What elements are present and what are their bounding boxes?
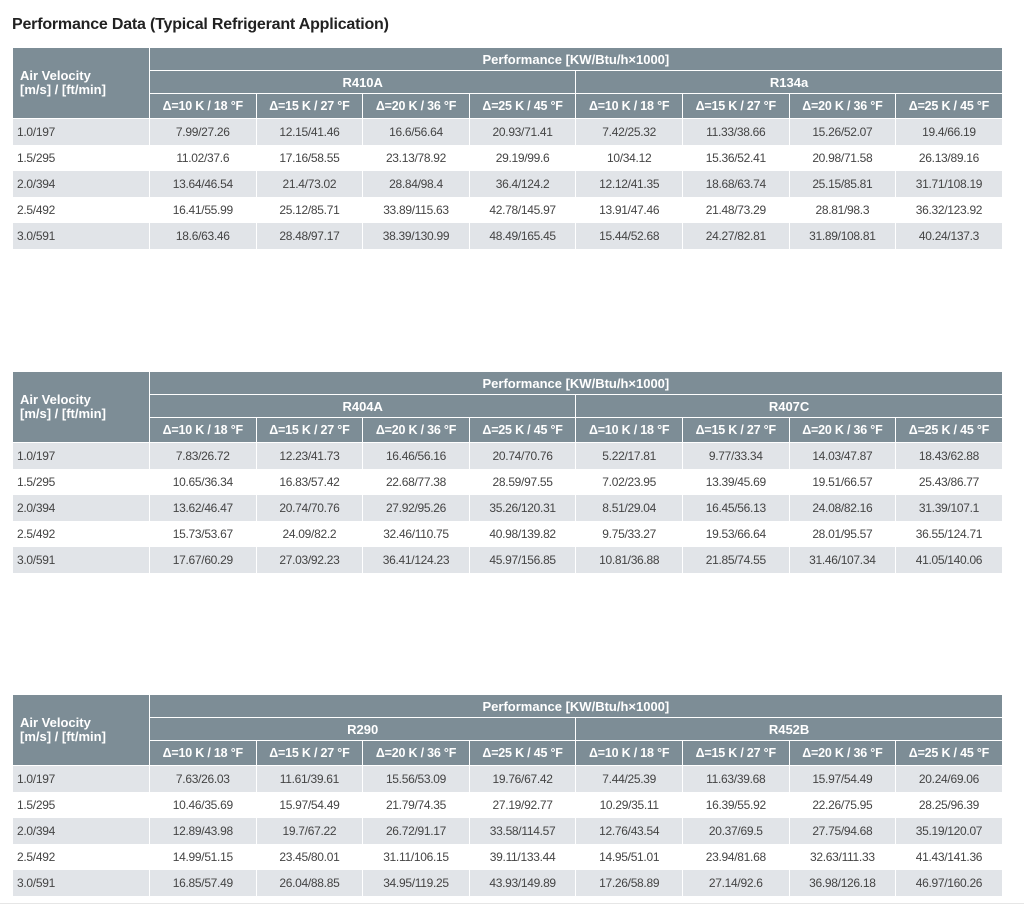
performance-value-cell: 11.33/38.66 (682, 119, 789, 146)
delta-header: Δ=25 K / 45 °F (896, 741, 1003, 766)
delta-header: Δ=15 K / 27 °F (256, 94, 363, 119)
performance-value-cell: 16.85/57.49 (150, 870, 257, 896)
delta-header: Δ=20 K / 36 °F (789, 94, 896, 119)
performance-value-cell: 15.26/52.07 (789, 119, 896, 146)
table-row (13, 495, 1003, 521)
performance-value-cell: 7.44/25.39 (576, 766, 683, 793)
performance-value-cell: 43.93/149.89 (469, 870, 576, 896)
table-row (13, 119, 1003, 146)
performance-value-cell: 26.72/91.17 (363, 818, 470, 844)
performance-value-cell: 14.03/47.87 (789, 443, 896, 470)
performance-value-cell: 28.48/97.17 (256, 223, 363, 249)
table-row (13, 547, 1003, 573)
performance-value-cell: 24.08/82.16 (789, 495, 896, 521)
air-velocity-cell: 3.0/591 (13, 223, 150, 249)
air-velocity-cell: 1.0/197 (13, 766, 150, 793)
performance-value-cell: 12.23/41.73 (256, 443, 363, 470)
performance-value-cell: 10.81/36.88 (576, 547, 683, 573)
table-row (13, 818, 1003, 844)
performance-value-cell: 35.19/120.07 (896, 818, 1003, 844)
air-velocity-cell: 3.0/591 (13, 547, 150, 573)
performance-value-cell: 19.51/66.57 (789, 469, 896, 495)
bottom-divider (0, 903, 1024, 904)
performance-value-cell: 41.43/141.36 (896, 844, 1003, 870)
performance-table (12, 47, 1003, 249)
delta-header: Δ=20 K / 36 °F (363, 418, 470, 443)
performance-value-cell: 35.26/120.31 (469, 495, 576, 521)
performance-value-cell: 23.13/78.92 (363, 145, 470, 171)
performance-value-cell: 15.97/54.49 (256, 792, 363, 818)
delta-header: Δ=10 K / 18 °F (150, 418, 257, 443)
performance-value-cell: 19.7/67.22 (256, 818, 363, 844)
performance-value-cell: 48.49/165.45 (469, 223, 576, 249)
delta-header: Δ=10 K / 18 °F (576, 94, 683, 119)
air-velocity-cell: 1.0/197 (13, 443, 150, 470)
performance-value-cell: 12.76/43.54 (576, 818, 683, 844)
performance-value-cell: 34.95/119.25 (363, 870, 470, 896)
performance-value-cell: 11.02/37.6 (150, 145, 257, 171)
air-velocity-cell: 2.0/394 (13, 171, 150, 197)
performance-value-cell: 27.14/92.6 (682, 870, 789, 896)
performance-value-cell: 15.73/53.67 (150, 521, 257, 547)
air-velocity-cell: 1.5/295 (13, 469, 150, 495)
performance-value-cell: 15.56/53.09 (363, 766, 470, 793)
performance-value-cell: 14.95/51.01 (576, 844, 683, 870)
performance-value-cell: 39.11/133.44 (469, 844, 576, 870)
performance-value-cell: 18.43/62.88 (896, 443, 1003, 470)
performance-value-cell: 12.12/41.35 (576, 171, 683, 197)
delta-header: Δ=15 K / 27 °F (256, 418, 363, 443)
delta-header: Δ=20 K / 36 °F (363, 94, 470, 119)
performance-value-cell: 25.43/86.77 (896, 469, 1003, 495)
table-row (13, 223, 1003, 249)
air-velocity-cell: 2.5/492 (13, 197, 150, 223)
performance-value-cell: 33.58/114.57 (469, 818, 576, 844)
delta-header: Δ=25 K / 45 °F (469, 94, 576, 119)
table-row (13, 521, 1003, 547)
performance-value-cell: 20.24/69.06 (896, 766, 1003, 793)
performance-value-cell: 27.75/94.68 (789, 818, 896, 844)
performance-table (12, 371, 1003, 573)
performance-value-cell: 36.55/124.71 (896, 521, 1003, 547)
delta-header: Δ=25 K / 45 °F (469, 418, 576, 443)
air-velocity-cell: 3.0/591 (13, 870, 150, 896)
performance-value-cell: 31.11/106.15 (363, 844, 470, 870)
performance-value-cell: 31.89/108.81 (789, 223, 896, 249)
air-velocity-cell: 2.5/492 (13, 844, 150, 870)
performance-value-cell: 23.94/81.68 (682, 844, 789, 870)
delta-header: Δ=15 K / 27 °F (682, 418, 789, 443)
delta-header: Δ=10 K / 18 °F (576, 741, 683, 766)
performance-value-cell: 21.79/74.35 (363, 792, 470, 818)
performance-value-cell: 20.74/70.76 (256, 495, 363, 521)
performance-value-cell: 38.39/130.99 (363, 223, 470, 249)
performance-value-cell: 15.97/54.49 (789, 766, 896, 793)
table-row (13, 171, 1003, 197)
performance-value-cell: 21.85/74.55 (682, 547, 789, 573)
performance-value-cell: 15.44/52.68 (576, 223, 683, 249)
performance-value-cell: 40.98/139.82 (469, 521, 576, 547)
performance-value-cell: 40.24/137.3 (896, 223, 1003, 249)
table-row (13, 766, 1003, 793)
performance-value-cell: 7.42/25.32 (576, 119, 683, 146)
performance-value-cell: 22.68/77.38 (363, 469, 470, 495)
performance-value-cell: 18.6/63.46 (150, 223, 257, 249)
performance-value-cell: 12.15/41.46 (256, 119, 363, 146)
air-velocity-header-line: [m/s] / [ft/min] (20, 729, 106, 744)
performance-value-cell: 20.93/71.41 (469, 119, 576, 146)
refrigerant-header: R407C (576, 395, 1002, 418)
air-velocity-header (13, 695, 150, 766)
performance-value-cell: 28.81/98.3 (789, 197, 896, 223)
air-velocity-cell: 2.0/394 (13, 818, 150, 844)
performance-value-cell: 13.39/45.69 (682, 469, 789, 495)
table-row (13, 145, 1003, 171)
performance-value-cell: 20.74/70.76 (469, 443, 576, 470)
performance-value-cell: 16.45/56.13 (682, 495, 789, 521)
air-velocity-header-line: Air Velocity (20, 715, 91, 730)
performance-value-cell: 18.68/63.74 (682, 171, 789, 197)
air-velocity-cell: 1.0/197 (13, 119, 150, 146)
performance-value-cell: 24.09/82.2 (256, 521, 363, 547)
performance-table (12, 694, 1003, 896)
table-row (13, 469, 1003, 495)
performance-value-cell: 9.75/33.27 (576, 521, 683, 547)
delta-header: Δ=20 K / 36 °F (363, 741, 470, 766)
delta-header: Δ=10 K / 18 °F (150, 741, 257, 766)
delta-header: Δ=10 K / 18 °F (150, 94, 257, 119)
air-velocity-cell: 2.0/394 (13, 495, 150, 521)
performance-value-cell: 7.83/26.72 (150, 443, 257, 470)
performance-header: Performance [KW/Btu/h×1000] (150, 48, 1003, 71)
performance-value-cell: 26.04/88.85 (256, 870, 363, 896)
performance-value-cell: 7.02/23.95 (576, 469, 683, 495)
air-velocity-cell: 1.5/295 (13, 792, 150, 818)
performance-value-cell: 17.16/58.55 (256, 145, 363, 171)
performance-value-cell: 32.46/110.75 (363, 521, 470, 547)
air-velocity-header-line: Air Velocity (20, 68, 91, 83)
air-velocity-cell: 2.5/492 (13, 521, 150, 547)
performance-value-cell: 20.37/69.5 (682, 818, 789, 844)
performance-value-cell: 19.76/67.42 (469, 766, 576, 793)
performance-value-cell: 16.46/56.16 (363, 443, 470, 470)
performance-value-cell: 27.03/92.23 (256, 547, 363, 573)
performance-value-cell: 8.51/29.04 (576, 495, 683, 521)
performance-value-cell: 31.46/107.34 (789, 547, 896, 573)
performance-value-cell: 13.91/47.46 (576, 197, 683, 223)
performance-value-cell: 28.25/96.39 (896, 792, 1003, 818)
performance-value-cell: 5.22/17.81 (576, 443, 683, 470)
air-velocity-header-line: [m/s] / [ft/min] (20, 406, 106, 421)
performance-value-cell: 14.99/51.15 (150, 844, 257, 870)
performance-value-cell: 10/34.12 (576, 145, 683, 171)
table-row (13, 792, 1003, 818)
table-row (13, 870, 1003, 896)
performance-value-cell: 11.63/39.68 (682, 766, 789, 793)
performance-value-cell: 24.27/82.81 (682, 223, 789, 249)
performance-value-cell: 31.71/108.19 (896, 171, 1003, 197)
performance-header: Performance [KW/Btu/h×1000] (150, 372, 1003, 395)
delta-header: Δ=25 K / 45 °F (896, 94, 1003, 119)
performance-value-cell: 16.6/56.64 (363, 119, 470, 146)
page-title: Performance Data (Typical Refrigerant Application) (12, 16, 389, 33)
refrigerant-header: R290 (150, 718, 576, 741)
performance-value-cell: 10.29/35.11 (576, 792, 683, 818)
air-velocity-cell: 1.5/295 (13, 145, 150, 171)
performance-value-cell: 7.63/26.03 (150, 766, 257, 793)
performance-value-cell: 13.64/46.54 (150, 171, 257, 197)
performance-value-cell: 46.97/160.26 (896, 870, 1003, 896)
air-velocity-header (13, 372, 150, 443)
refrigerant-header: R404A (150, 395, 576, 418)
delta-header: Δ=20 K / 36 °F (789, 741, 896, 766)
performance-value-cell: 7.99/27.26 (150, 119, 257, 146)
performance-value-cell: 36.32/123.92 (896, 197, 1003, 223)
performance-value-cell: 15.36/52.41 (682, 145, 789, 171)
performance-value-cell: 19.53/66.64 (682, 521, 789, 547)
performance-value-cell: 26.13/89.16 (896, 145, 1003, 171)
performance-value-cell: 28.84/98.4 (363, 171, 470, 197)
performance-value-cell: 16.41/55.99 (150, 197, 257, 223)
delta-header: Δ=20 K / 36 °F (789, 418, 896, 443)
performance-value-cell: 31.39/107.1 (896, 495, 1003, 521)
performance-value-cell: 11.61/39.61 (256, 766, 363, 793)
performance-value-cell: 28.59/97.55 (469, 469, 576, 495)
delta-header: Δ=15 K / 27 °F (682, 94, 789, 119)
performance-value-cell: 19.4/66.19 (896, 119, 1003, 146)
performance-value-cell: 9.77/33.34 (682, 443, 789, 470)
air-velocity-header-line: [m/s] / [ft/min] (20, 82, 106, 97)
performance-value-cell: 22.26/75.95 (789, 792, 896, 818)
performance-value-cell: 32.63/111.33 (789, 844, 896, 870)
performance-value-cell: 36.41/124.23 (363, 547, 470, 573)
performance-value-cell: 33.89/115.63 (363, 197, 470, 223)
performance-value-cell: 27.92/95.26 (363, 495, 470, 521)
performance-value-cell: 36.4/124.2 (469, 171, 576, 197)
performance-value-cell: 17.67/60.29 (150, 547, 257, 573)
delta-header: Δ=25 K / 45 °F (469, 741, 576, 766)
performance-value-cell: 23.45/80.01 (256, 844, 363, 870)
performance-value-cell: 16.83/57.42 (256, 469, 363, 495)
performance-value-cell: 10.46/35.69 (150, 792, 257, 818)
performance-value-cell: 28.01/95.57 (789, 521, 896, 547)
performance-value-cell: 42.78/145.97 (469, 197, 576, 223)
delta-header: Δ=25 K / 45 °F (896, 418, 1003, 443)
performance-value-cell: 21.48/73.29 (682, 197, 789, 223)
performance-value-cell: 17.26/58.89 (576, 870, 683, 896)
delta-header: Δ=10 K / 18 °F (576, 418, 683, 443)
performance-value-cell: 25.12/85.71 (256, 197, 363, 223)
performance-value-cell: 29.19/99.6 (469, 145, 576, 171)
table-row (13, 844, 1003, 870)
air-velocity-header (13, 48, 150, 119)
performance-header: Performance [KW/Btu/h×1000] (150, 695, 1003, 718)
table-row (13, 197, 1003, 223)
delta-header: Δ=15 K / 27 °F (682, 741, 789, 766)
performance-value-cell: 27.19/92.77 (469, 792, 576, 818)
performance-value-cell: 12.89/43.98 (150, 818, 257, 844)
performance-value-cell: 13.62/46.47 (150, 495, 257, 521)
performance-value-cell: 20.98/71.58 (789, 145, 896, 171)
performance-value-cell: 41.05/140.06 (896, 547, 1003, 573)
table-row (13, 443, 1003, 470)
performance-value-cell: 21.4/73.02 (256, 171, 363, 197)
air-velocity-header-line: Air Velocity (20, 392, 91, 407)
refrigerant-header: R410A (150, 71, 576, 94)
performance-value-cell: 16.39/55.92 (682, 792, 789, 818)
performance-value-cell: 36.98/126.18 (789, 870, 896, 896)
delta-header: Δ=15 K / 27 °F (256, 741, 363, 766)
performance-value-cell: 45.97/156.85 (469, 547, 576, 573)
refrigerant-header: R134a (576, 71, 1002, 94)
performance-value-cell: 10.65/36.34 (150, 469, 257, 495)
refrigerant-header: R452B (576, 718, 1002, 741)
performance-value-cell: 25.15/85.81 (789, 171, 896, 197)
